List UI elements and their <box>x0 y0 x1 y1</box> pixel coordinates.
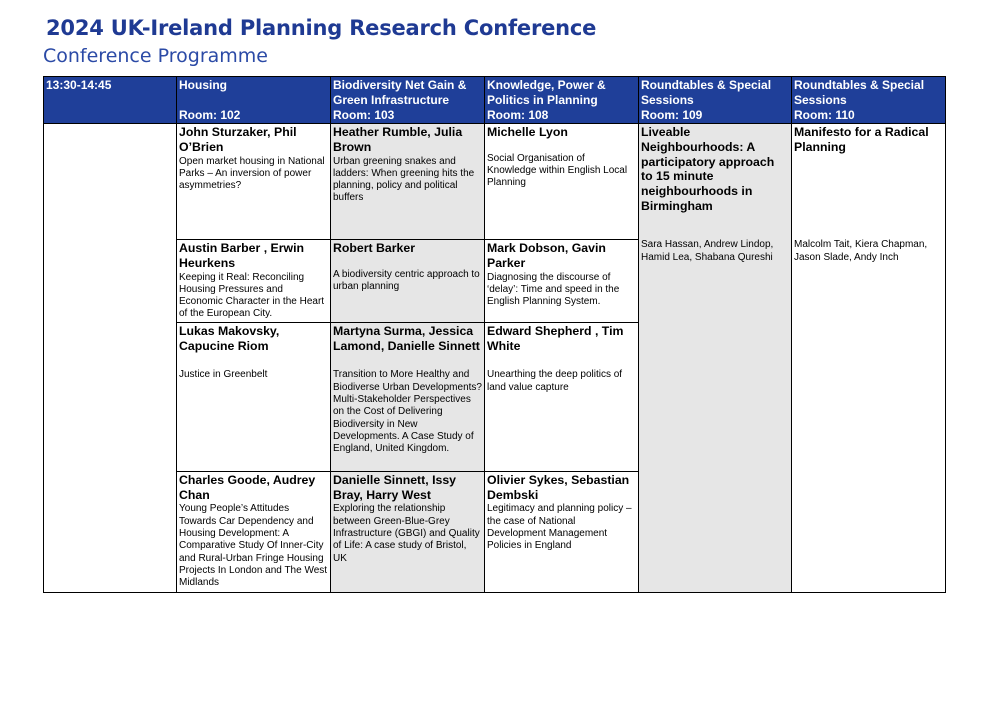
session-cell <box>177 124 331 240</box>
session-title: Young People’s Attitudes Towards Car Dependency and Housing Development: A Comparative Study Of Inner-City and Rural-Urban Fringe Housing Projects In London and The West Midlands <box>179 503 328 589</box>
session-cell <box>177 240 331 323</box>
roundtable-cell-109 <box>639 124 792 593</box>
session-authors: John Sturzaker, Phil O’Brien <box>179 125 297 154</box>
session-title: Legitimacy and planning policy – the case of National Development Management Policies in England <box>487 503 632 552</box>
session-authors: Martyna Surma, Jessica Lamond, Danielle Sinnett <box>333 323 480 353</box>
session-cell <box>485 322 639 471</box>
column-header-knowledge: Knowledge, Power & Politics in Planning Room: 108 <box>485 77 639 124</box>
session-cell <box>331 124 485 240</box>
session-title: A biodiversity centric approach to urban planning <box>333 268 480 293</box>
roundtable-title: Manifesto for a Radical Planning <box>794 125 929 154</box>
session-authors: Olivier Sykes, Sebastian Dembski <box>487 472 630 502</box>
session-authors: Mark Dobson, Gavin Parker <box>487 241 606 270</box>
roundtable-authors: Sara Hassan, Andrew Lindop, Hamid Lea, Shabana Qureshi <box>641 239 774 263</box>
session-cell <box>331 471 485 592</box>
session-title: Social Organisation of Knowledge within English Local Planning <box>487 152 628 189</box>
session-authors: Austin Barber , Erwin Heurkens <box>179 241 305 270</box>
roundtable-title: Liveable Neighbourhoods: A participatory approach to 15 minute neighbourhoods in Birmingham <box>641 125 775 213</box>
session-authors: Michelle Lyon <box>487 125 568 139</box>
session-title: Urban greening snakes and ladders: When greening hits the planning, policy and political buffers <box>333 155 475 204</box>
session-authors: Robert Barker <box>333 241 416 255</box>
session-title: Exploring the relationship between Green-Blue-Grey Infrastructure (GBGI) and Quality of Life: A case study of Bristol, UK <box>333 503 480 564</box>
session-title: Justice in Greenbelt <box>179 369 268 381</box>
room-label: Room: 103 <box>333 108 395 122</box>
room-label: Room: 102 <box>179 108 241 122</box>
column-header-biodiversity: Biodiversity Net Gain & Green Infrastructure Room: 103 <box>331 77 485 124</box>
room-label: Room: 110 <box>794 108 855 122</box>
room-label: Room: 109 <box>641 108 703 122</box>
table-header-row <box>44 77 946 124</box>
column-header-housing: Housing Room: 102 <box>177 77 331 124</box>
session-cell <box>331 322 485 471</box>
session-title: Diagnosing the discourse of ‘delay’: Time and speed in the English Planning System. <box>487 271 620 308</box>
roundtable-authors: Malcolm Tait, Kiera Chapman, Jason Slade, Andy Inch <box>794 239 928 263</box>
session-title: Transition to More Healthy and Biodiverse Urban Developments? Multi-Stakeholder Perspectives on the Cost of Delivering Biodiversity in New Developments. A Case Study of England, United Kingdom. <box>333 369 482 455</box>
session-authors: Heather Rumble, Julia Brown <box>333 125 463 154</box>
column-header-roundtables-110: Roundtables & Special Sessions Room: 110 <box>792 77 946 124</box>
time-slot-header: 13:30-14:45 <box>44 77 177 124</box>
session-authors: Lukas Makovsky, Capucine Riom <box>179 323 280 353</box>
session-cell <box>177 471 331 592</box>
table-row <box>44 124 946 240</box>
programme-table <box>43 76 946 593</box>
session-title: Unearthing the deep politics of land value capture <box>487 369 623 393</box>
session-authors: Edward Shepherd , Tim White <box>487 323 624 353</box>
session-cell <box>331 240 485 323</box>
room-label: Room: 108 <box>487 108 549 122</box>
column-header-roundtables-109: Roundtables & Special Sessions Room: 109 <box>639 77 792 124</box>
page-title: 2024 UK-Ireland Planning Research Conference <box>46 16 597 40</box>
session-cell <box>177 322 331 471</box>
session-title: Keeping it Real: Reconciling Housing Pressures and Economic Character in the Heart of the European City. <box>179 271 325 320</box>
session-cell <box>485 240 639 323</box>
session-cell <box>485 124 639 240</box>
session-authors: Danielle Sinnett, Issy Bray, Harry West <box>333 472 457 502</box>
session-cell <box>485 471 639 592</box>
time-column-cell <box>44 124 177 593</box>
page-subtitle: Conference Programme <box>43 45 268 67</box>
roundtable-cell-110 <box>792 124 946 593</box>
session-authors: Charles Goode, Audrey Chan <box>179 472 316 502</box>
session-title: Open market housing in National Parks – An inversion of power asymmetries? <box>179 155 325 192</box>
